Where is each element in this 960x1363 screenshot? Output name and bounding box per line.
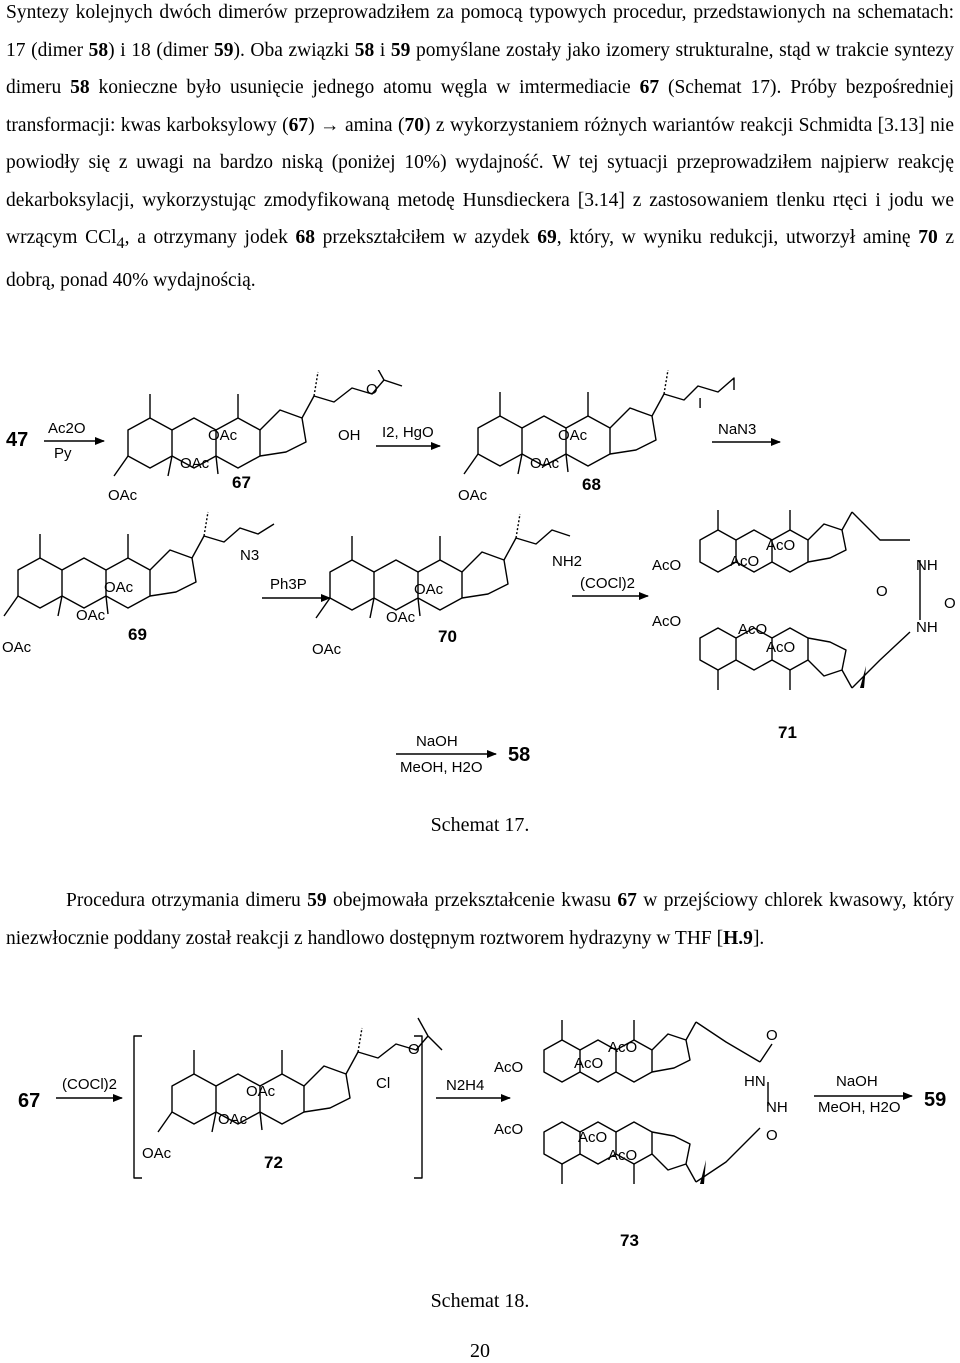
label-aco-73f: AcO	[608, 1147, 638, 1164]
label-o-72: O	[408, 1041, 420, 1058]
label-oac-68a: OAc	[558, 427, 588, 444]
reagent-n2h4: N2H4	[446, 1077, 485, 1094]
label-nh-71a: NH	[916, 557, 938, 574]
label-oac-72a: OAc	[246, 1083, 276, 1100]
label-n3-69: N3	[240, 547, 260, 564]
label-o-71b: O	[944, 595, 956, 612]
label-oac-70c: OAc	[312, 641, 342, 658]
page-number: 20	[470, 1340, 490, 1362]
reagent-py: Py	[54, 445, 72, 462]
compound-67-start-label: 67	[18, 1090, 41, 1112]
structure-73-dimer	[544, 1020, 772, 1184]
label-aco-73d: AcO	[494, 1121, 524, 1138]
reagent-meoh-17: MeOH, H2O	[400, 759, 483, 776]
label-oac-69c: OAc	[2, 639, 32, 656]
compound-73-label: 73	[620, 1231, 639, 1250]
reagent-ph3p: Ph3P	[270, 576, 307, 593]
label-cl-72: Cl	[376, 1075, 391, 1092]
label-oac-67b: OAc	[180, 455, 210, 472]
scheme-18-caption: Schemat 18.	[430, 1290, 530, 1312]
scheme-17-diagram	[0, 370, 960, 810]
label-oac-67c: OAc	[108, 487, 138, 504]
reagent-meoh-18: MeOH, H2O	[818, 1099, 901, 1116]
label-oac-69a: OAc	[104, 579, 134, 596]
label-o-73b: O	[766, 1127, 778, 1144]
label-aco-73b: AcO	[574, 1055, 604, 1072]
label-oac-68c: OAc	[458, 487, 488, 504]
structure-71-dimer	[700, 510, 920, 690]
compound-72-label: 72	[264, 1153, 283, 1172]
label-hn-73: HN	[744, 1073, 766, 1090]
label-aco-71e: AcO	[738, 621, 768, 638]
reagent-nan3: NaN3	[718, 421, 757, 438]
label-aco-73e: AcO	[578, 1129, 608, 1146]
label-oac-69b: OAc	[76, 607, 106, 624]
compound-68-label: 68	[582, 475, 601, 494]
label-oac-70b: OAc	[386, 609, 416, 626]
reagent-naoh-18: NaOH	[836, 1073, 878, 1090]
label-oh-67: OH	[338, 427, 361, 444]
compound-69-label: 69	[128, 625, 147, 644]
reagent-i2-hgo: I2, HgO	[382, 424, 434, 441]
compound-71-label: 71	[778, 723, 797, 742]
structure-67	[114, 370, 402, 476]
label-oac-72c: OAc	[142, 1145, 172, 1162]
paragraph-scheme18-intro: Procedura otrzymania dimeru 59 obejmowała przekształcenie kwasu 67 w przejściowy chlorek kwasowy, który niezwłocznie poddany został reakcji z handlowo dostępnym roztworem hydrazyny w THF [H.9].	[6, 890, 954, 949]
label-aco-71c: AcO	[766, 537, 796, 554]
label-o-67: O	[366, 381, 378, 398]
product-59-label: 59	[924, 1089, 947, 1111]
label-nh2-70: NH2	[552, 553, 583, 570]
scheme-17-caption: Schemat 17.	[430, 814, 530, 836]
compound-47-label: 47	[6, 429, 29, 451]
structure-69	[4, 512, 274, 616]
label-nh-71b: NH	[916, 619, 938, 636]
reagent-cocl2-18: (COCl)2	[62, 1076, 117, 1093]
label-oac-67a: OAc	[208, 427, 238, 444]
structure-72	[158, 1018, 442, 1132]
structure-68	[464, 370, 734, 474]
label-o-73a: O	[766, 1027, 778, 1044]
label-oac-72b: OAc	[218, 1111, 248, 1128]
label-nh-73: NH	[766, 1099, 788, 1116]
reagent-cocl2: (COCl)2	[580, 575, 635, 592]
label-i-68: I	[698, 395, 703, 412]
label-aco-71a: AcO	[652, 557, 682, 574]
label-aco-73a: AcO	[494, 1059, 524, 1076]
compound-67-label: 67	[232, 473, 251, 492]
label-oac-70a: OAc	[414, 581, 444, 598]
bracket-left	[134, 1036, 142, 1178]
scheme-18-diagram	[0, 990, 960, 1260]
reagent-ac2o: Ac2O	[48, 420, 86, 437]
label-oac-68b: OAc	[530, 455, 560, 472]
label-o-71a: O	[876, 583, 888, 600]
reagent-naoh-17: NaOH	[416, 733, 458, 750]
product-58-label: 58	[508, 744, 531, 766]
label-aco-71d: AcO	[652, 613, 682, 630]
paragraph-scheme17-intro: Syntezy kolejnych dwóch dimerów przeprowadziłem za pomocą typowych procedur, przedstawionych na schematach: 17 (dimer 58) i 18 (dimer 59). Oba związki 58 i 59 pomyślane zostały jako izomery strukturalne, stąd w trakcie syntezy dimeru 58 konieczne było usunięcie jednego atomu węgla w imtermediacie 67 (Schemat 17). Próby bezpośredniej transformacji: kwas karboksylowy (67) → amina (70) z wykorzystaniem różnych wariantów reakcji Schmidta [3.13] nie powiodły się z uwagi na bardzo niską (poniżej 10%) wydajność. W tej sytuacji przeprowadziłem najpierw reakcję dekarboksylacji, wykorzystując zmodyfikowaną metodę Hunsdieckera [3.14] z zastosowaniem tlenku rtęci i jodu we wrzącym CCl$_4$, a otrzymany jodek 68 przekształciłem w azydek 69, który, w wyniku redukcji, utworzył aminę 70 z dobrą, ponad 40% wydajnością.	[6, 2, 955, 292]
label-aco-71f: AcO	[766, 639, 796, 656]
label-aco-73c: AcO	[608, 1039, 638, 1056]
label-aco-71b: AcO	[730, 553, 760, 570]
compound-70-label: 70	[438, 627, 457, 646]
structure-70	[316, 514, 570, 618]
